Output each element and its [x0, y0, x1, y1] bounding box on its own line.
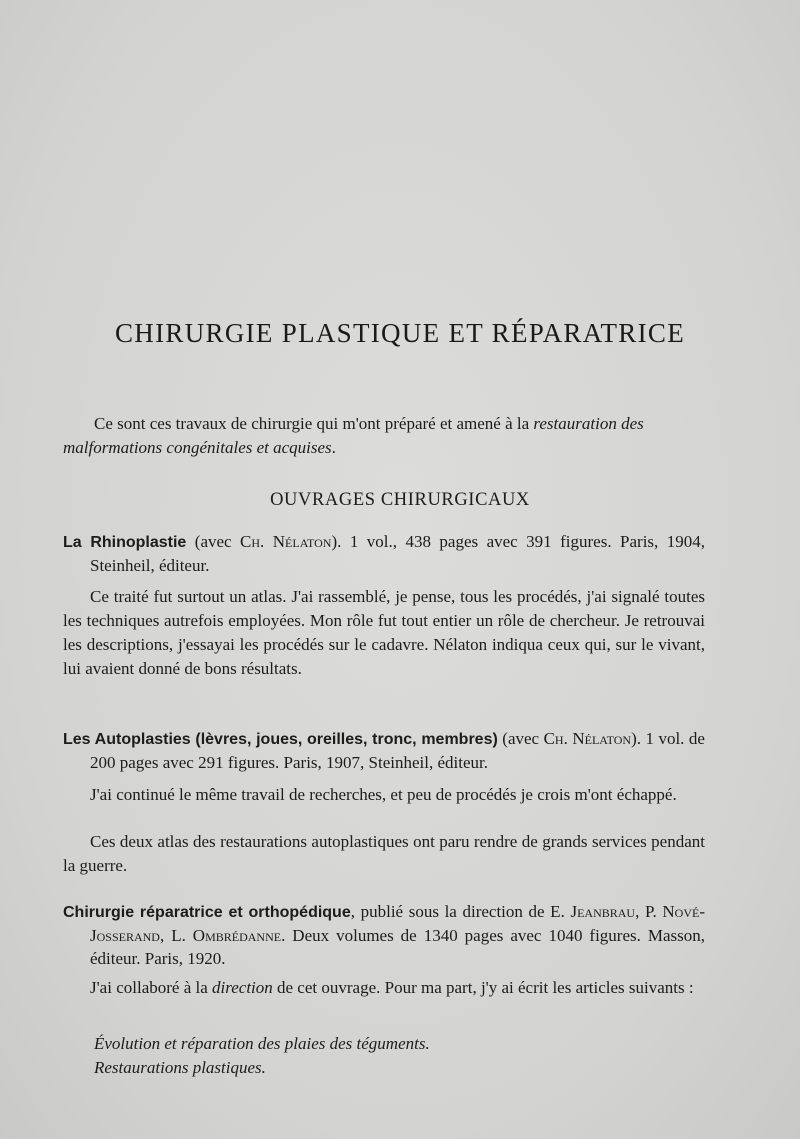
entry-autoplasties	[63, 727, 705, 774]
paragraph-collaboration	[63, 976, 705, 1000]
entry-rhinoplastie-body	[63, 530, 705, 577]
entry-separator: , L.	[159, 926, 193, 945]
entry-title: La Rhinoplastie	[63, 534, 187, 551]
paragraph-autoplasties-1: J'ai continué le même travail de recherches, et peu de procédés je crois m'ont échappé.	[90, 785, 677, 804]
entry-autoplasties-body	[63, 727, 705, 774]
collab-text: J'ai collaboré à la	[90, 978, 213, 997]
collab-text-end: de cet ouvrage. Pour ma part, j'y ai écrit les articles suivants :	[272, 978, 694, 997]
entry-chirurgie-body	[63, 900, 705, 970]
entry-chirurgie-reparatrice	[63, 900, 705, 970]
article-list	[94, 1032, 694, 1080]
entry-author: Ombrédanne	[192, 926, 282, 945]
collab-italic: direction	[212, 978, 273, 997]
intro-text: Ce sont ces travaux de chirurgie qui m'ont préparé et amené à la	[94, 414, 534, 433]
paragraph-rhinoplastie: Ce traité fut surtout un atlas. J'ai rassemblé, je pense, tous les procédés, j'ai signalé toutes les techniques autrefois employées. Mon rôle fut tout entier un rôle de chercheur. Je retrouvai les descriptions, j'essayai les procédés sur le cadavre. Nélaton indiqua ceux qui, sur le vivant, lui avaient donné de bons résultats.	[63, 587, 705, 678]
entry-rhinoplastie	[63, 530, 705, 577]
intro-paragraph	[63, 412, 705, 460]
entry-avec: (avec	[186, 532, 241, 551]
section-title: OUVRAGES CHIRURGICAUX	[270, 490, 530, 510]
entry-coauthor: Ch. Nélaton	[240, 532, 332, 551]
intro-end: .	[331, 438, 336, 457]
paragraph-autoplasties-2: Ces deux atlas des restaurations autoplastiques ont paru rendre de grands services pendant la guerre.	[63, 832, 705, 875]
list-item: Évolution et réparation des plaies des téguments.	[94, 1034, 430, 1053]
page-title: CHIRURGIE PLASTIQUE ET RÉPARATRICE	[115, 318, 685, 348]
entry-coauthor: Ch. Nélaton	[543, 729, 632, 748]
entry-publisher-intro: , publié sous la direction de E.	[350, 902, 571, 921]
entry-details: ). 1 vol., 438 pages avec 391 figures. Paris, 1904, Steinheil, éditeur.	[90, 532, 705, 575]
entry-title: Les Autoplasties (lèvres, joues, oreilles, tronc, membres)	[63, 731, 498, 748]
entry-separator: , P.	[635, 902, 663, 921]
entry-details: . Deux volumes de 1340 pages avec 1040 figures. Masson, éditeur. Paris, 1920.	[90, 926, 705, 968]
entry-avec: (avec	[497, 729, 544, 748]
list-item: Restaurations plastiques.	[94, 1058, 266, 1077]
entry-author: Jeanbrau	[570, 902, 636, 921]
entry-title: Chirurgie réparatrice et orthopédique	[63, 904, 351, 921]
intro-italic: restauration des malformations congénitales et acquises	[63, 414, 644, 457]
entry-details: ). 1 vol. de 200 pages avec 291 figures. Paris, 1907, Steinheil, éditeur.	[90, 729, 705, 772]
entry-author: Nové-Josserand	[90, 902, 706, 945]
